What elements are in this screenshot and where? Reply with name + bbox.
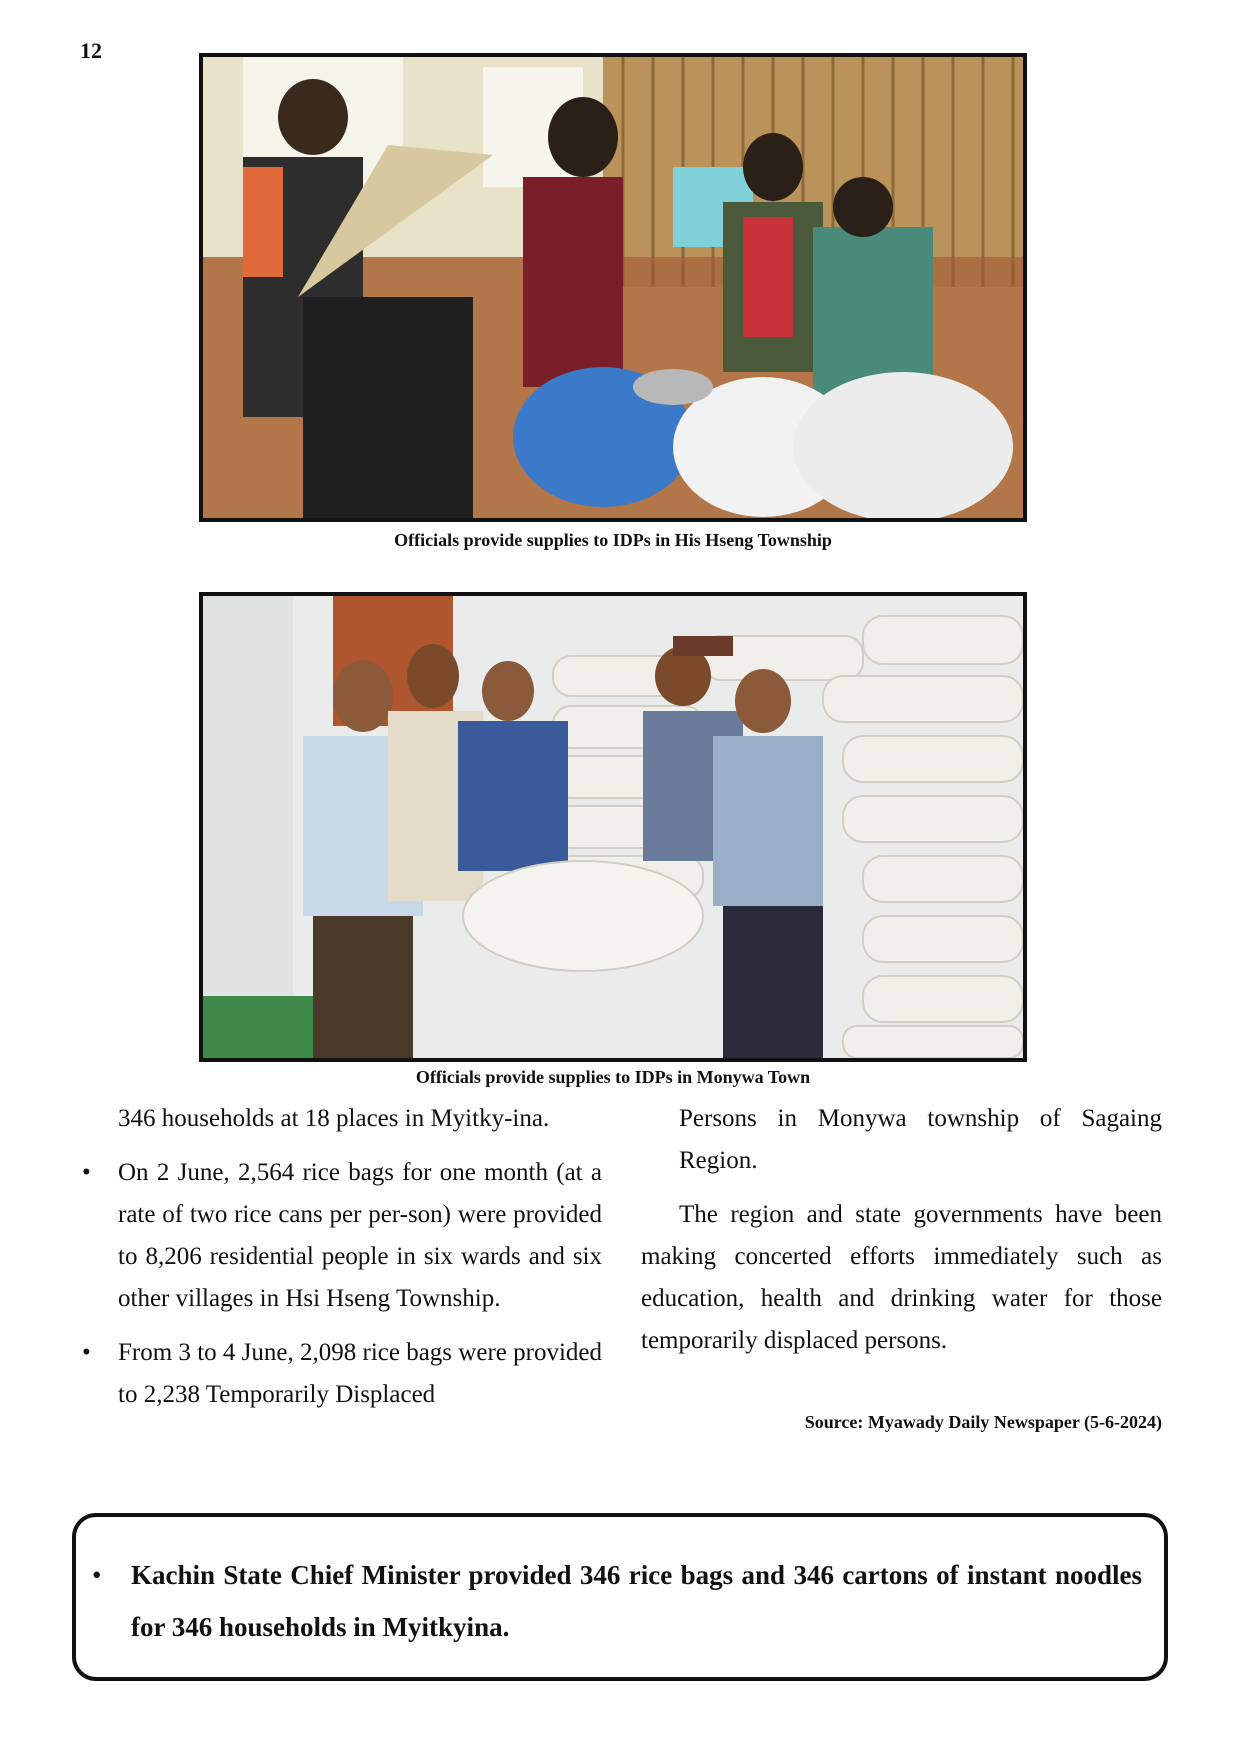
page-number: 12: [80, 38, 102, 63]
paragraph: The region and state governments have been making concerted efforts immediately such as education, health and drinking water for those temporarily displaced persons.: [641, 1201, 1162, 1354]
photo-caption: Officials provide supplies to IDPs in Monywa Town: [415, 1067, 811, 1087]
photo-illustration: [203, 596, 1023, 1058]
source-credit: Source: Myawady Daily Newspaper (5-6-2024): [804, 1412, 1162, 1432]
left-column: [80, 1098, 602, 1416]
list-item: • From 3 to 4 June, 2,098 rice bags were provided to 2,238 Temporarily Displaced: [80, 1332, 602, 1416]
photo-caption: Officials provide supplies to IDPs in His Hseng Township: [394, 530, 832, 550]
paragraph-continuation: 346 households at 18 places in Myitky-ina.: [118, 1105, 550, 1132]
paragraph-continuation: Persons in Monywa township of Sagaing Region.: [679, 1105, 1162, 1174]
list-item: • On 2 June, 2,564 rice bags for one month (at a rate of two rice cans per per-son) were provided to 8,206 residential people in six wards and six other villages in Hsi Hseng Township.: [80, 1152, 602, 1320]
photo-supplies-monywa: [199, 592, 1027, 1062]
highlight-text: Kachin State Chief Minister provided 346 rice bags and 346 cartons of instant noodles for 346 households in Myitkyina.: [131, 1560, 1142, 1642]
right-column: [641, 1098, 1162, 1362]
highlight-box: [72, 1513, 1168, 1681]
bullet-icon: •: [92, 1560, 102, 1590]
photo-supplies-hsi-hseng: [199, 53, 1027, 522]
photo-illustration: [203, 57, 1023, 518]
